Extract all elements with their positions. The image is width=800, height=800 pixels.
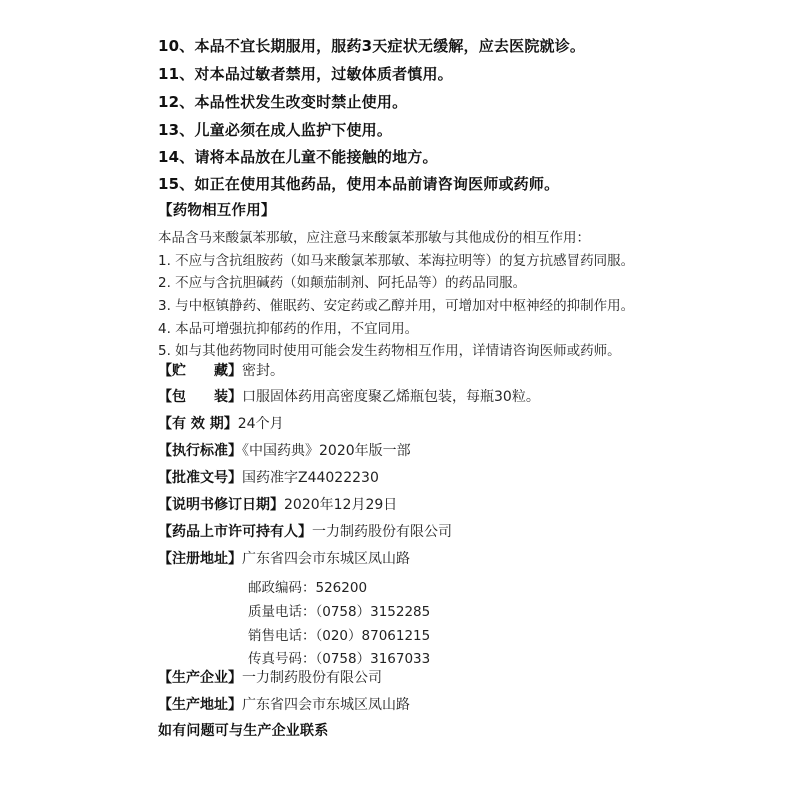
approval-value: 国药准字Z44022230 [242, 470, 379, 486]
fax-number: 传真号码：（0758）3167033 [248, 651, 431, 667]
precaution-11: 11、对本品过敏者禁用，过敏体质者慎用。 [158, 65, 453, 83]
approval-label: 【批准文号】 [158, 470, 242, 486]
interaction-item-4: 4. 本品可增强抗抑郁药的作用，不宜同用。 [158, 321, 419, 337]
package-label: 【包 装】 [158, 389, 242, 405]
standard-row [158, 440, 411, 460]
revision-label: 【说明书修订日期】 [158, 497, 284, 513]
revision-row [158, 494, 397, 514]
interactions-heading: 【药物相互作用】 [158, 203, 276, 219]
prod-address-label: 【生产地址】 [158, 697, 242, 713]
precaution-14: 14、请将本品放在儿童不能接触的地方。 [158, 148, 438, 166]
prod-address-row [158, 694, 410, 714]
validity-value: 24个月 [237, 416, 284, 432]
revision-value: 2020年12月29日 [284, 497, 398, 513]
standard-label: 【执行标准】 [158, 443, 242, 459]
holder-value: 一力制药股份有限公司 [312, 524, 452, 540]
holder-label: 【药品上市许可持有人】 [158, 524, 312, 540]
precaution-12: 12、本品性状发生改变时禁止使用。 [158, 93, 408, 111]
interaction-item-1: 1. 不应与含抗组胺药（如马来酸氯苯那敏、苯海拉明等）的复方抗感冒药同服。 [158, 253, 635, 269]
reg-address-row [158, 548, 410, 568]
postcode: 邮政编码：526200 [248, 580, 368, 596]
standard-value: 《中国药典》2020年版一部 [242, 443, 411, 459]
validity-row [158, 413, 284, 433]
storage-row [158, 360, 284, 380]
reg-address-value: 广东省四会市东城区凤山路 [242, 551, 410, 567]
storage-label: 【贮 藏】 [158, 363, 242, 379]
sales-phone: 销售电话：（020）87061215 [248, 628, 431, 644]
package-row [158, 386, 540, 406]
manufacturer-label: 【生产企业】 [158, 670, 242, 686]
package-value: 口服固体药用高密度聚乙烯瓶包装，每瓶30粒。 [242, 389, 540, 405]
interaction-item-5: 5. 如与其他药物同时使用可能会发生药物相互作用，详情请咨询医师或药师。 [158, 343, 621, 359]
storage-value: 密封。 [242, 363, 284, 379]
interaction-item-3: 3. 与中枢镇静药、催眠药、安定药或乙醇并用，可增加对中枢神经的抑制作用。 [158, 298, 635, 314]
precaution-10: 10、本品不宜长期服用，服药3天症状无缓解，应去医院就诊。 [158, 37, 586, 55]
manufacturer-value: 一力制药股份有限公司 [242, 670, 382, 686]
interactions-intro: 本品含马来酸氯苯那敏，应注意马来酸氯苯那敏与其他成份的相互作用： [158, 230, 590, 246]
reg-address-label: 【注册地址】 [158, 551, 242, 567]
precaution-15: 15、如正在使用其他药品，使用本品前请咨询医师或药师。 [158, 175, 560, 193]
interaction-item-2: 2. 不应与含抗胆碱药（如颠茄制剂、阿托品等）的药品同服。 [158, 275, 527, 291]
validity-label: 【有 效 期】 [158, 416, 238, 432]
approval-row [158, 467, 379, 487]
footer-contact-note: 如有问题可与生产企业联系 [158, 723, 329, 739]
precaution-13: 13、儿童必须在成人监护下使用。 [158, 121, 393, 139]
prod-address-value: 广东省四会市东城区凤山路 [242, 697, 410, 713]
qa-phone: 质量电话：（0758）3152285 [248, 604, 431, 620]
holder-row [158, 521, 452, 541]
manufacturer-row [158, 667, 382, 687]
